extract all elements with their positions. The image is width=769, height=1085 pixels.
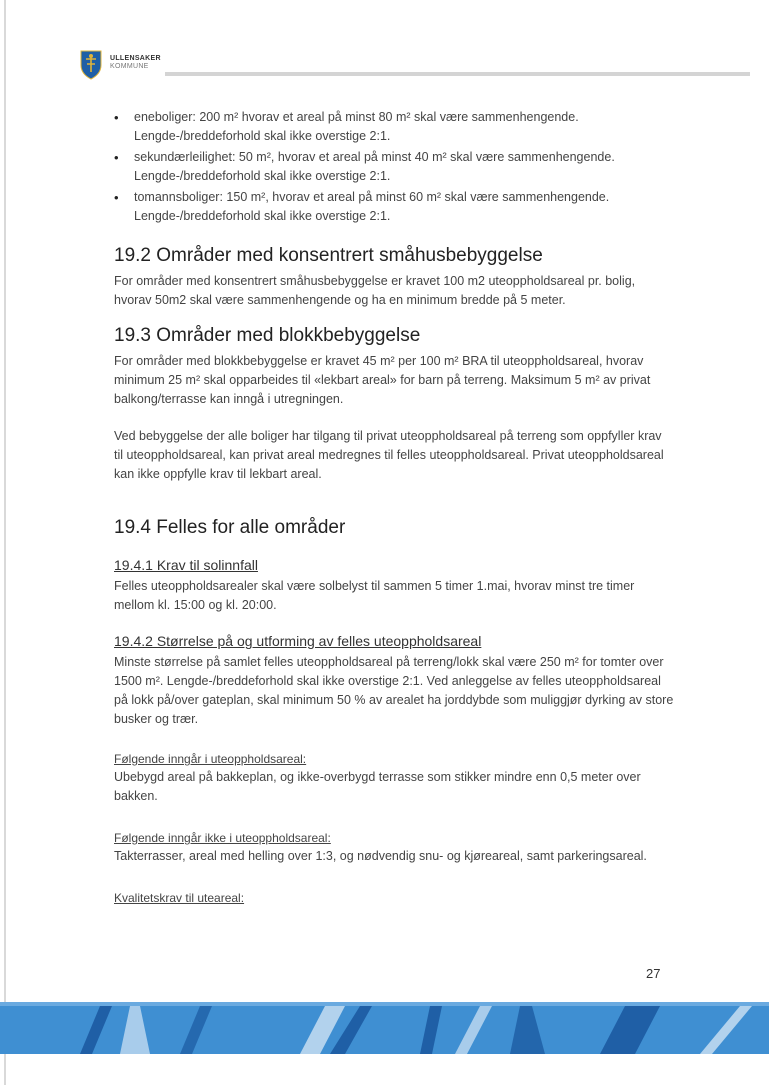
heading-19-4-2: 19.4.2 Størrelse på og utforming av felles uteoppholdsareal (114, 633, 482, 649)
document-body (114, 108, 674, 907)
paragraph-19-4-2: Minste størrelse på samlet felles uteoppholdsareal på terreng/lokk skal være 250 m² for tomter over 1500 m². Lengde-/breddeforhold skal ikke overstige 2:1. Ved anleggelse av felles uteoppholdsareal på lokk på/over gateplan, skal minimum 50 % av arealet ha jorddybde som muliggjør dyrking av store busker og trær. (114, 655, 674, 726)
paragraph-19-4-1: Felles uteoppholdsarealer skal være solbelyst til sammen 5 timer 1.mai, hvorav minst tre timer mellom kl. 15:00 og kl. 20:00. (114, 579, 635, 612)
paragraph-19-2: For områder med konsentrert småhusbebyggelse er kravet 100 m2 uteoppholdsareal pr. bolig, hvorav 50m2 skal være sammenhengende og ha en minimum bredde på 5 meter. (114, 274, 636, 307)
included-text: Ubebygd areal på bakkeplan, og ikke-overbygd terrasse som stikker mindre enn 0,5 meter over bakken. (114, 770, 641, 803)
page-number: 27 (646, 966, 661, 981)
list-item: • eneboliger: 200 m² hvorav et areal på minst 80 m² skal være sammenhengende. Lengde-/breddeforhold skal ikke overstige 2:1. (114, 110, 579, 143)
footer-banner (0, 992, 769, 1064)
page-left-edge (4, 0, 6, 1085)
header-divider (165, 72, 750, 76)
excluded-label: Følgende inngår ikke i uteoppholdsareal: (114, 831, 331, 845)
org-name-line2: KOMMUNE (110, 63, 149, 70)
paragraph-19-3-a: For områder med blokkbebyggelse er kravet 45 m² per 100 m² BRA til uteoppholdsareal, hvorav minimum 25 m² skal opparbeides til «lekbart areal» for barn på terreng. Maksimum 5 m² av privat balkong/terrasse kan inngå i utregningen. (114, 354, 651, 406)
paragraph-19-3-b: Ved bebyggelse der alle boliger har tilgang til privat uteoppholdsareal på terreng som oppfyller krav til uteoppholdsareal, kan privat areal medregnes til felles uteoppholdsareal. Privat uteoppholdsareal kan ikke oppfylle krav til lekbart areal. (114, 429, 664, 481)
heading-19-4-1: 19.4.1 Krav til solinnfall (114, 557, 258, 573)
org-name-line1: ULLENSAKER (110, 55, 161, 62)
area-requirements-list (114, 108, 674, 226)
heading-19-4: 19.4 Felles for alle områder (114, 517, 346, 538)
heading-19-2: 19.2 Områder med konsentrert småhusbebyggelse (114, 245, 543, 266)
page-header (80, 50, 750, 88)
included-label: Følgende inngår i uteoppholdsareal: (114, 752, 307, 766)
heading-19-3: 19.3 Områder med blokkbebyggelse (114, 325, 421, 346)
municipality-name (110, 55, 161, 71)
excluded-text: Takterrasser, areal med helling over 1:3, og nødvendig snu- og kjøreareal, samt parkeringsareal. (114, 849, 647, 863)
list-item: • tomannsboliger: 150 m², hvorav et areal på minst 60 m² skal være sammenhengende. Lengde-/breddeforhold skal ikke overstige 2:1. (114, 190, 610, 223)
municipality-shield-icon (80, 50, 102, 80)
list-item: • sekundærleilighet: 50 m², hvorav et areal på minst 40 m² skal være sammenhengende. Lengde-/breddeforhold skal ikke overstige 2:1. (114, 150, 615, 183)
quality-label: Kvalitetskrav til uteareal: (114, 891, 245, 905)
